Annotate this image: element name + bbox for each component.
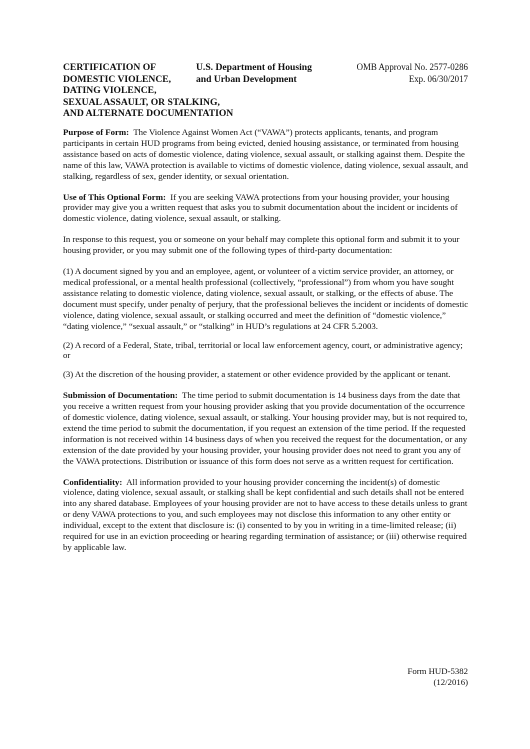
form-title-line: SEXUAL ASSAULT, OR STALKING, [63,96,220,108]
option-2: (2) A record of a Federal, State, tribal, territorial or local law enforcement agency, court, or administrative agency; or [63,339,463,361]
form-title-line: DOMESTIC VIOLENCE, [63,73,172,85]
form-footer [407,666,468,688]
submission-heading: Submission of Documentation: [63,390,178,401]
purpose-text: The Violence Against Women Act (“VAWA”) protects applicants, tenants, and program participants in certain HUD programs from being evicted, denied housing assistance, or terminated from housing assistance based on acts of domestic violence, dating violence, sexual assault, or stalking against them. Despite the name of this law, VAWA protection is available to victims of domestic violence, dating violence, sexual assault, and stalking, regardless of sex, gender identity, or sexual orientation. [63,127,468,181]
confidentiality-text: All information provided to your housing provider concerning the incident(s) of domestic violence, dating violence, sexual assault, or stalking shall be kept confidential and such details shall not be entered into any shared database. Employees of your housing provider are not to have access to these details unless to grant or deny VAWA protections to you, and such employees may not disclose this information to any other entity or individual, except to the extent that disclosure is: (i) consented to by you in writing in a time-limited release; (ii) required for use in an eviction proceeding or hearing regarding termination of assistance; or (iii) otherwise required by applicable law. [63,476,468,552]
use-paragraph [63,192,471,225]
form-date: (12/2016) [433,676,468,687]
omb-expiration: Exp. 06/30/2017 [408,73,468,84]
confidentiality-paragraph [63,477,471,553]
form-number: Form HUD-5382 [407,666,468,676]
purpose-heading: Purpose of Form: [63,127,130,137]
agency-name-line: U.S. Department of Housing [196,62,312,73]
form-body [63,127,471,563]
use-heading: Use of This Optional Form: [63,191,166,202]
option-1: (1) A document signed by you and an employee, agent, or volunteer of a victim service provider, an attorney, or medical professional, or a mental health professional (collectively, “professional”) from whom you have sought assistance relating to domestic violence, dating violence, sexual assault, or stalking, or the effects of abuse. The document must specify, under penalty of perjury, that the professional believes the incident or incidents of domestic violence, dating violence, sexual assault, or stalking occurred and meet the definition of “domestic violence,” “dating violence,” “sexual assault,” or “stalking” in HUD’s regulations at 24 CFR 5.2003. [63,266,469,331]
response-intro: In response to this request, you or someone on your behalf may complete this optional form and submit it to your housing provider, or you may submit one of the following types of third-party documentation: [63,234,460,256]
purpose-paragraph [63,127,471,182]
form-title-line: AND ALTERNATE DOCUMENTATION [63,108,234,120]
option-3: (3) At the discretion of the housing provider, a statement or other evidence provided by the applicant or tenant. [63,369,451,380]
agency-name [196,62,312,85]
submission-text: The time period to submit documentation is 14 business days from the date that you receive a written request from your housing provider asking that you provide documentation of the occurrence of domestic violence, dating violence, sexual assault, or stalking. Your housing provider may, but is not required to, extend the time period to submit the documentation, if you request an extension of the time period. If the requested information is not received within 14 business days of when you received the request for the documentation, or any extension of the date provided by your housing provider, your housing provider does not need to grant you any of the VAWA protections. Distribution or issuance of this form does not serve as a written request for certification. [63,390,468,466]
omb-block [357,62,468,85]
agency-name-line: and Urban Development [196,73,297,85]
use-text: If you are seeking VAWA protections from your housing provider, your housing provider may give you a written request that asks you to submit documentation about the incident or incidents of domestic violence, dating violence, sexual assault, or stalking. [63,191,458,224]
submission-paragraph [63,390,471,466]
form-title-line: CERTIFICATION OF [63,62,157,73]
omb-approval-number: OMB Approval No. 2577-0286 [356,62,468,72]
form-title-line: DATING VIOLENCE, [63,85,157,97]
confidentiality-heading: Confidentiality: [63,476,123,487]
